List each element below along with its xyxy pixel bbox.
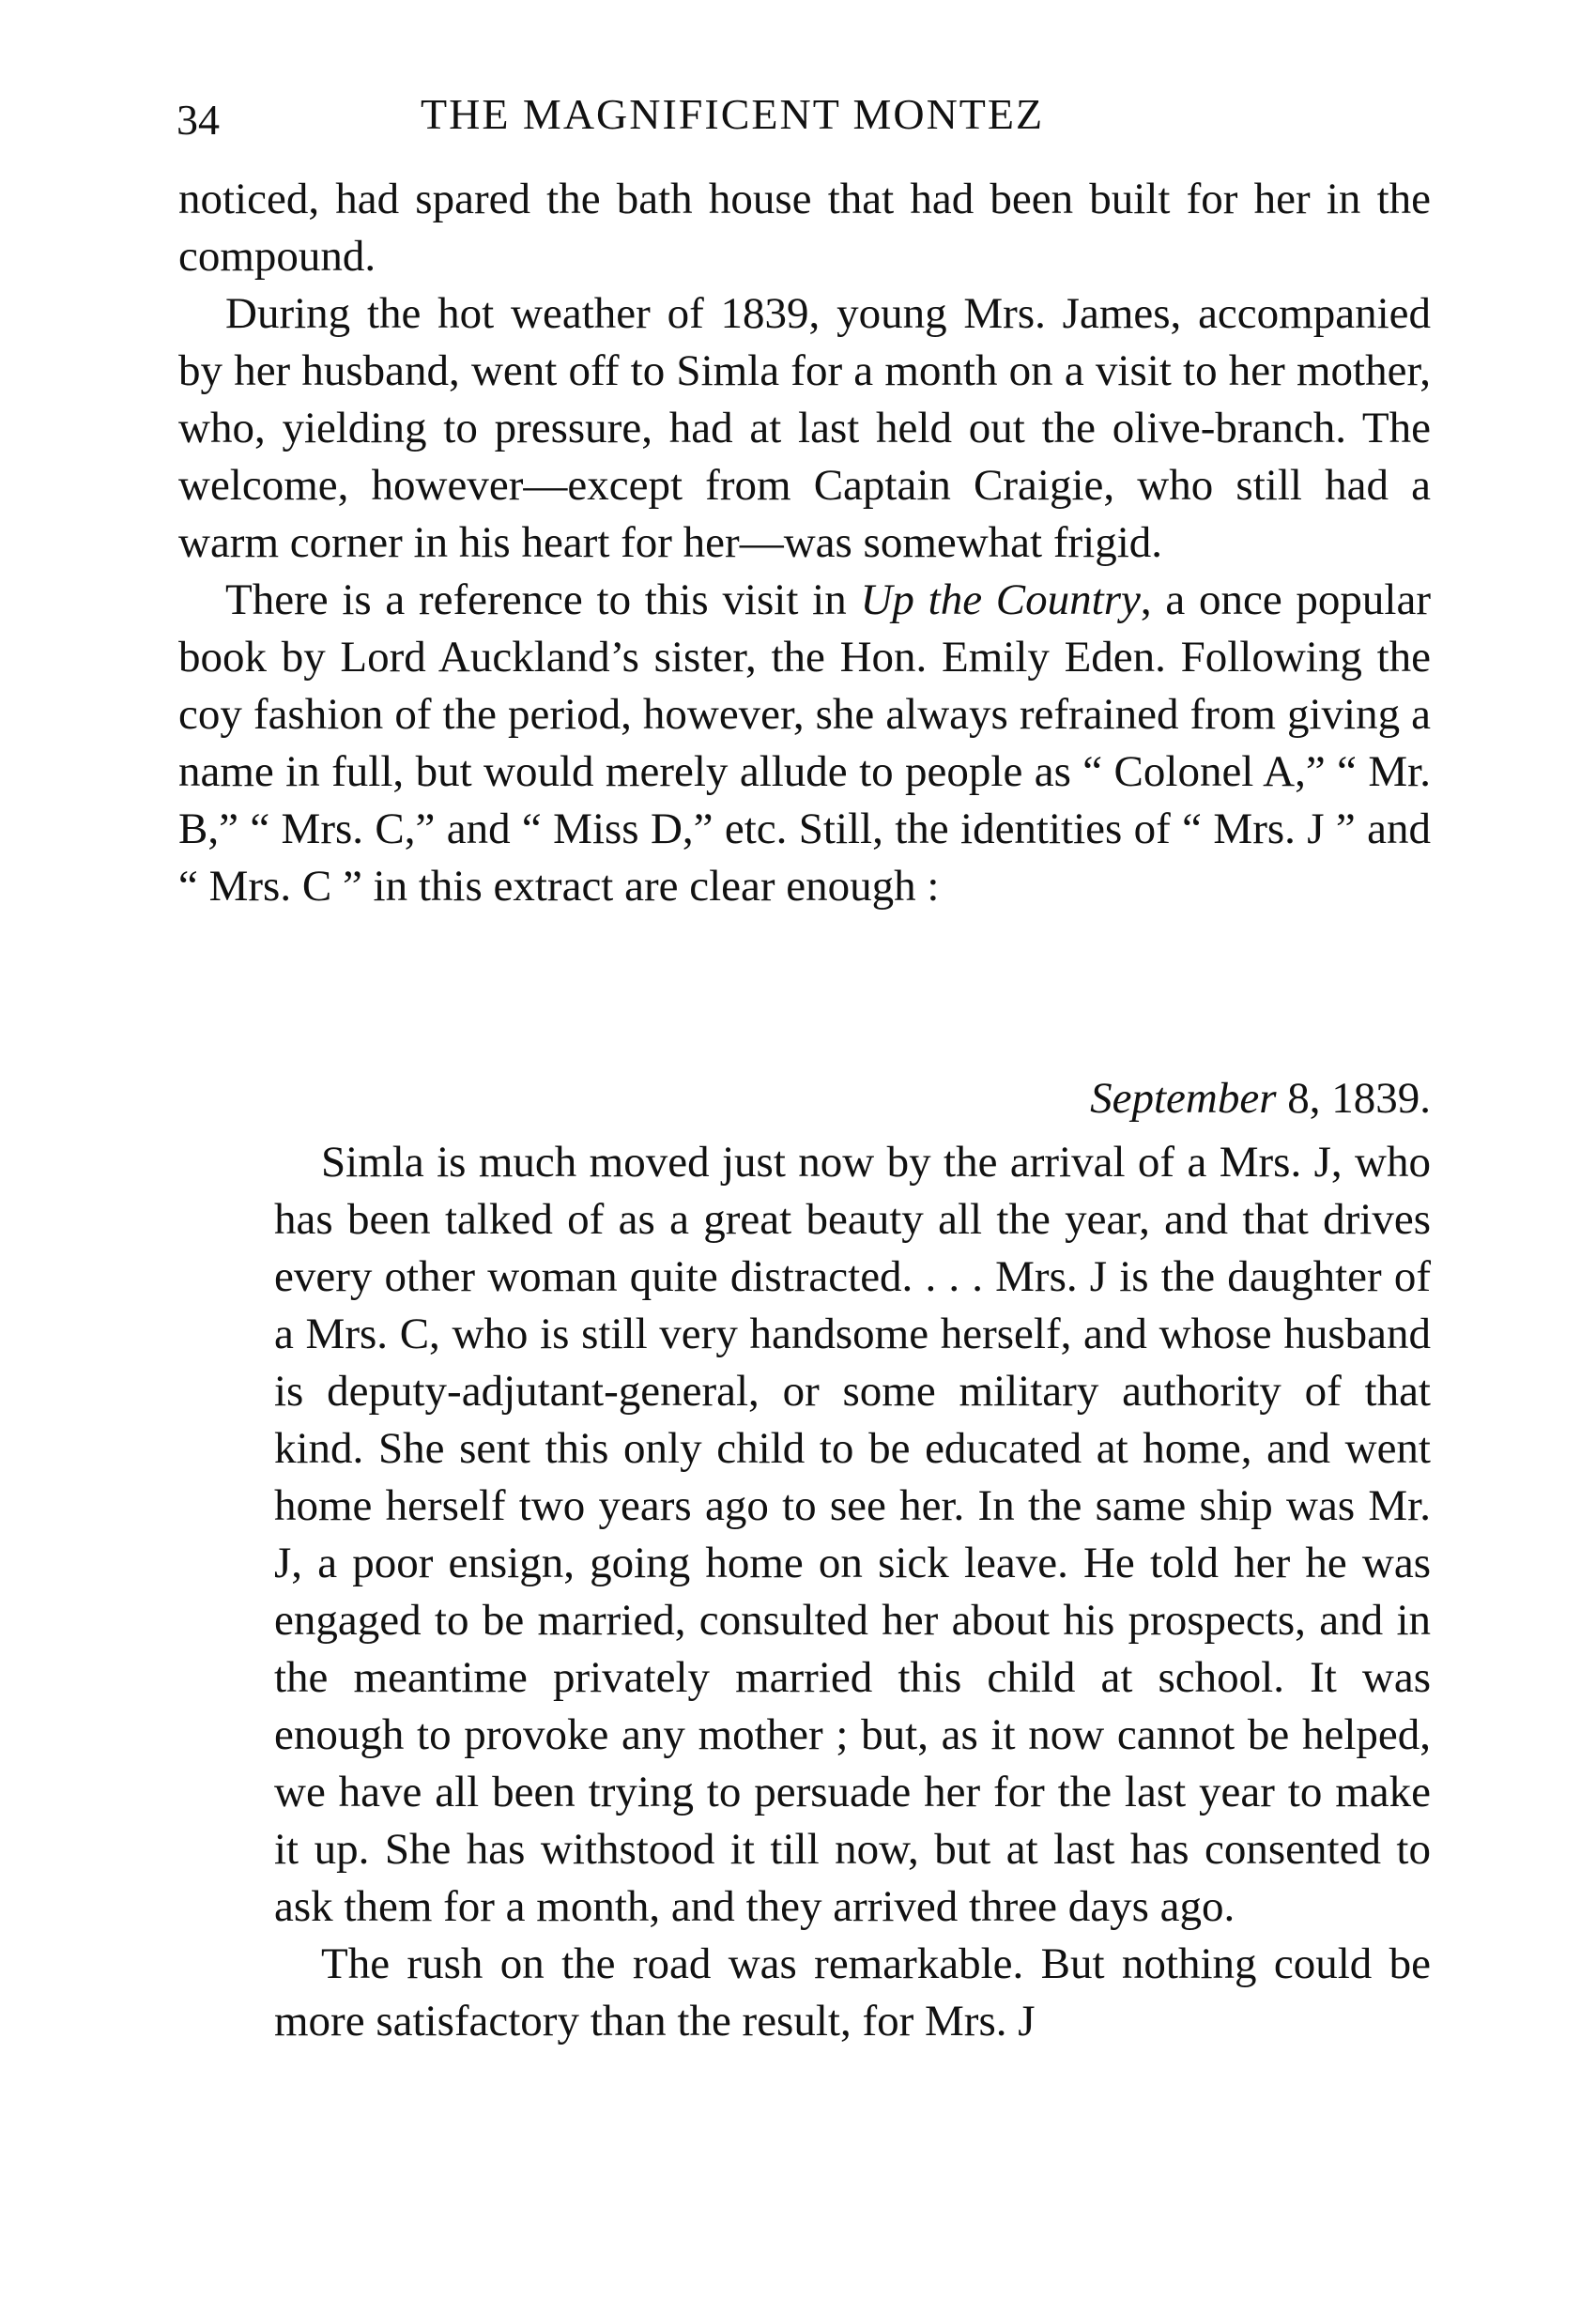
dateline-month: September [1090,1074,1277,1123]
paragraph-text-after: , a once popular book by Lord Auckland’s sister, the Hon. Emily Eden. Following the coy fashion of the period, however, she always refrained from giving a name in full, but would merely allude to people as “ Colonel A,” “ Mr. B,” “ Mrs. C,” and “ Miss D,” etc. Still, the identities of “ Mrs. J ” and “ Mrs. C ” in this extract are clear enough : [178,575,1431,911]
paragraph-text-before: There is a reference to this visit in [225,575,861,624]
dateline-date: 8, 1839. [1276,1074,1431,1123]
quote-paragraph-1: Simla is much moved just now by the arrival of a Mrs. J, who has been talked of as a great beauty all the year, and that drives every other woman quite distracted. . . . Mrs. J is the daughter of a Mrs. C, who is still very handsome herself, and whose husband is deputy-adjutant-general, or some military authority of that kind. She sent this only child to be educated at home, and went home herself two years ago to see her. In the same ship was Mr. J, a poor ensign, going home on sick leave. He told her he was engaged to be married, consulted her about his prospects, and in the meantime privately married this child at school. It was enough to provoke any mother ; but, as it now cannot be helped, we have all been trying to persuade her for the last year to make it up. She has withstood it till now, but at last has consented to ask them for a month, and they arrived three days ago. [274,1138,1431,1931]
paragraph-continuation: noticed, had spared the bath house that had been built for her in the compound. [178,175,1431,281]
main-text [178,171,1431,915]
block-quote-extract [274,1134,1431,2050]
book-title-italic: Up the Country [860,575,1141,624]
running-title: THE MAGNIFICENT MONTEZ [421,90,1045,138]
running-head [176,83,1435,148]
page-number: 34 [176,96,220,144]
paragraph-up-the-country [178,572,1431,915]
paragraph-simla-visit: During the hot weather of 1839, young Mrs. James, accompanied by her husband, went off to Simla for a month on a visit to her mother, who, yielding to pressure, had at last held out the olive-branch. The welcome, however—except from Captain Craigie, who still had a warm corner in his heart for her—was somewhat frigid. [178,289,1431,567]
quote-paragraph-2: The rush on the road was remarkable. But nothing could be more satisfactory than the result, for Mrs. J [274,1939,1431,2046]
extract-dateline [995,1070,1431,1127]
